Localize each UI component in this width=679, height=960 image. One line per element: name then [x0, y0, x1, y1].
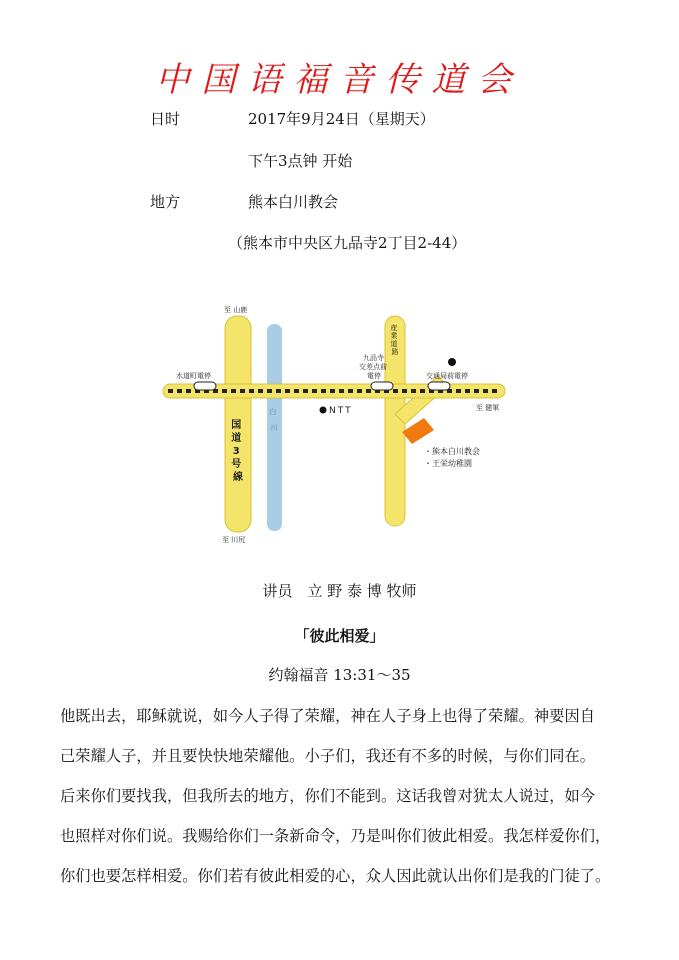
- body-line: 后来你们要找我，但我所去的地方，你们不能到。这话我曾对犹太人说过，如今: [60, 787, 596, 805]
- label-to-kawashiri: 至 川尻: [222, 536, 246, 544]
- page-title: 中国语福音传道会: [155, 60, 524, 100]
- scripture-text: [60, 700, 620, 900]
- kotsukyoku-stop: [428, 382, 450, 390]
- date-label: 日时: [150, 110, 181, 128]
- church-location-map: [158, 296, 524, 546]
- date-value: 2017年9月24日（星期天）: [248, 110, 435, 128]
- sermon-title: 「彼此相爱」: [294, 627, 385, 645]
- body-line: 他既出去，耶稣就说，如今人子得了荣耀，神在人子身上也得了荣耀。神要因自: [60, 707, 596, 725]
- scripture-reference: 约翰福音 13:31～35: [268, 666, 411, 684]
- kuhonji-line-1: 九品寺: [363, 354, 384, 362]
- address: （熊本市中央区九品寺2丁目2-44）: [228, 234, 467, 252]
- body-line: 己荣耀人子，并且要快快地荣耀他。小子们，我还有不多的时候，与你们同在。: [60, 747, 596, 765]
- body-line: 也照样对你们说。我赐给你们一条新命令，乃是叫你们彼此相爱。我怎样爱你们，: [60, 827, 611, 845]
- place-label: 地方: [150, 193, 181, 211]
- speaker: 讲员 立 野 泰 博 牧师: [262, 582, 417, 600]
- label-to-yamaga: 至 山鹿: [224, 306, 248, 314]
- label-shirakawa: 白 川: [269, 408, 278, 432]
- kuhonji-stop: [371, 382, 393, 390]
- label-kotsukyoku: 交通局前電停: [426, 372, 468, 380]
- place-value: 熊本白川教会: [248, 193, 339, 211]
- suidocho-stop: [194, 382, 216, 390]
- ntt-dot: [320, 407, 327, 414]
- label-suidocho: 水道町電停: [176, 372, 211, 380]
- label-church: ・熊本白川教会 ・王栄幼稚園: [424, 447, 480, 468]
- blanked-label: [458, 354, 504, 368]
- kuhonji-line-3: 電停: [367, 372, 381, 380]
- label-to-kengun: 至 健軍: [476, 404, 500, 412]
- map-background: [158, 296, 524, 546]
- time-value: 下午3点钟 开始: [248, 152, 353, 170]
- landmark-dot: [448, 358, 456, 366]
- label-sangyo: 産 業 道 路: [390, 324, 399, 356]
- body-line: 你们也要怎样相爱。你们若有彼此相爱的心，众人因此就认出你们是我的门徒了。: [60, 867, 611, 885]
- label-ntt: NTT: [329, 406, 353, 416]
- kuhonji-line-2: 交差点前: [359, 363, 387, 371]
- label-route3: 国 道 3 号 線: [231, 420, 243, 483]
